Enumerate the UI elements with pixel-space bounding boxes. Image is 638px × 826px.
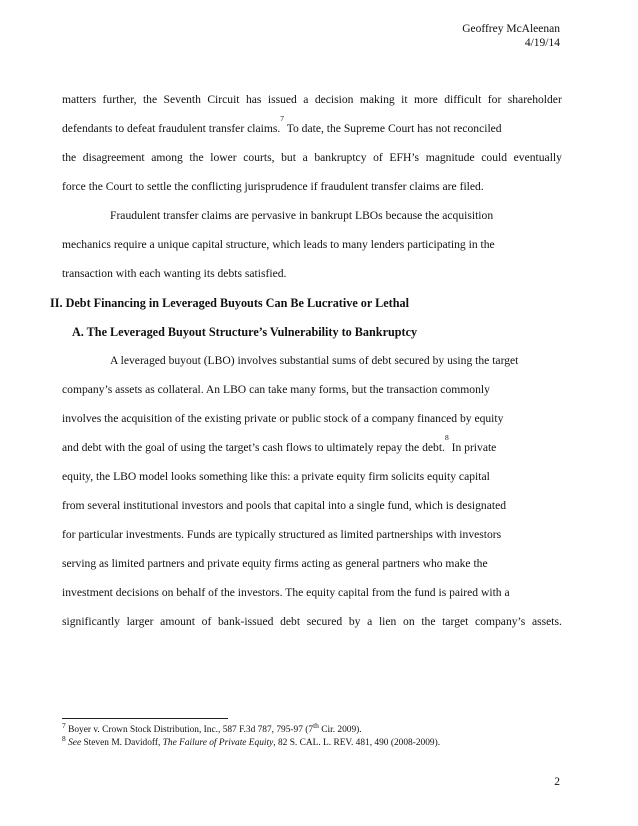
word: decision <box>314 93 354 106</box>
word: lower <box>210 151 237 164</box>
header-author: Geoffrey McAleenan <box>462 23 560 35</box>
page-header <box>462 22 560 50</box>
text-line: investment decisions on behalf of the investors. The equity capital from the fund is paired with a <box>62 586 510 599</box>
text-line: involves the acquisition of the existing private or public stock of a company financed by equity <box>62 412 504 425</box>
footnotes <box>62 720 441 750</box>
word: magnitude <box>425 151 475 164</box>
footnote-8 <box>62 733 441 750</box>
text-line: transaction with each wanting its debts satisfied. <box>62 267 287 280</box>
text-run: To date, the Supreme Court has not reconciled <box>284 122 502 135</box>
word: disagreement <box>82 151 145 164</box>
text-line: serving as limited partners and private equity firms acting as general partners who make the <box>62 557 488 570</box>
footnote-number: 8 <box>62 733 66 743</box>
word: company’s <box>475 615 526 628</box>
word: bank-issued <box>218 615 274 628</box>
word: EFH’s <box>389 151 420 164</box>
word: shareholder <box>507 93 562 106</box>
word: making <box>359 93 395 106</box>
text-line: equity, the LBO model looks something like this: a private equity firm solicits equity capital <box>62 470 490 483</box>
footnote-text: Boyer v. Crown Stock Distribution, Inc., 587 F.3d 787, 795-97 (7 <box>68 725 314 735</box>
text-line: Fraudulent transfer claims are pervasive in bankrupt LBOs because the acquisition <box>110 209 494 222</box>
text-line: from several institutional investors and pools that capital into a single fund, which is designated <box>62 499 507 512</box>
word: difficult <box>444 93 482 106</box>
word: bankruptcy <box>314 151 367 164</box>
word: but <box>281 151 296 164</box>
word: it <box>401 93 408 106</box>
text-line <box>62 612 562 641</box>
footnote-signal: See <box>68 738 82 748</box>
footnote-text: , 82 S. CAL. L. REV. 481, 490 (2008-2009). <box>273 738 441 748</box>
page-number: 2 <box>554 776 560 788</box>
word: has <box>245 93 262 106</box>
word: Seventh <box>163 93 201 106</box>
footnote-ordinal: th <box>313 720 319 730</box>
word: matters <box>62 93 97 106</box>
word: on <box>403 615 415 628</box>
word: debt <box>280 615 301 628</box>
word: the <box>421 615 436 628</box>
word: further, <box>102 93 137 106</box>
word: by <box>348 615 361 628</box>
footnote-number: 7 <box>62 720 66 730</box>
footnote-title: The Failure of Private Equity <box>162 738 274 748</box>
footnote-7 <box>62 720 440 737</box>
word: amount <box>160 615 195 628</box>
text-line <box>62 148 562 177</box>
header-date: 4/19/14 <box>524 37 560 49</box>
word: eventually <box>513 151 562 164</box>
footnote-text: Cir. 2009). <box>318 725 362 735</box>
word: the <box>142 93 158 106</box>
text-run: defendants to defeat fraudulent transfer claims. <box>62 122 281 135</box>
word: secured <box>306 615 343 628</box>
section-heading: II. Debt Financing in Leveraged Buyouts Can Be Lucrative or Lethal <box>50 296 409 310</box>
subsection-heading: A. The Leveraged Buyout Structure’s Vulnerability to Bankruptcy <box>72 325 418 339</box>
text-line: for particular investments. Funds are typically structured as limited partnerships with investors <box>62 528 502 541</box>
word: of <box>373 151 383 164</box>
text-line <box>62 433 562 467</box>
word: among <box>151 151 183 164</box>
text-line: company’s assets as collateral. An LBO can take many forms, but the transaction commonly <box>62 383 490 396</box>
footnote-ref-7[interactable]: 7 <box>280 114 285 123</box>
text-run: In private <box>448 441 497 454</box>
text-line: force the Court to settle the conflicting jurisprudence if fraudulent transfer claims are filed. <box>62 180 484 193</box>
footnote-ref-8[interactable]: 8 <box>444 433 449 442</box>
text-line <box>62 90 562 119</box>
word: more <box>413 93 438 106</box>
word: of <box>201 615 212 628</box>
word: the <box>62 151 77 164</box>
word: issued <box>267 93 297 106</box>
text-run: and debt with the goal of using the target’s cash flows to ultimately repay the debt. <box>62 441 445 454</box>
word: lien <box>378 615 397 628</box>
footnote-text: Steven M. Davidoff, <box>81 738 163 748</box>
word: larger <box>126 615 154 628</box>
text-line: mechanics require a unique capital structure, which leads to many lenders participating in the <box>62 238 495 251</box>
word: assets. <box>531 615 562 628</box>
word: target <box>442 615 469 628</box>
word: could <box>481 151 508 164</box>
body-text <box>50 90 562 641</box>
word: a <box>303 93 309 106</box>
word: for <box>487 93 502 106</box>
word: courts, <box>243 151 275 164</box>
word: significantly <box>62 615 120 628</box>
word: the <box>189 151 204 164</box>
word: a <box>302 151 308 164</box>
text-line <box>62 114 562 148</box>
word: a <box>367 615 373 628</box>
word: Circuit <box>207 93 240 106</box>
text-line: A leveraged buyout (LBO) involves substantial sums of debt secured by using the target <box>110 354 519 367</box>
footnote-divider <box>62 718 228 719</box>
